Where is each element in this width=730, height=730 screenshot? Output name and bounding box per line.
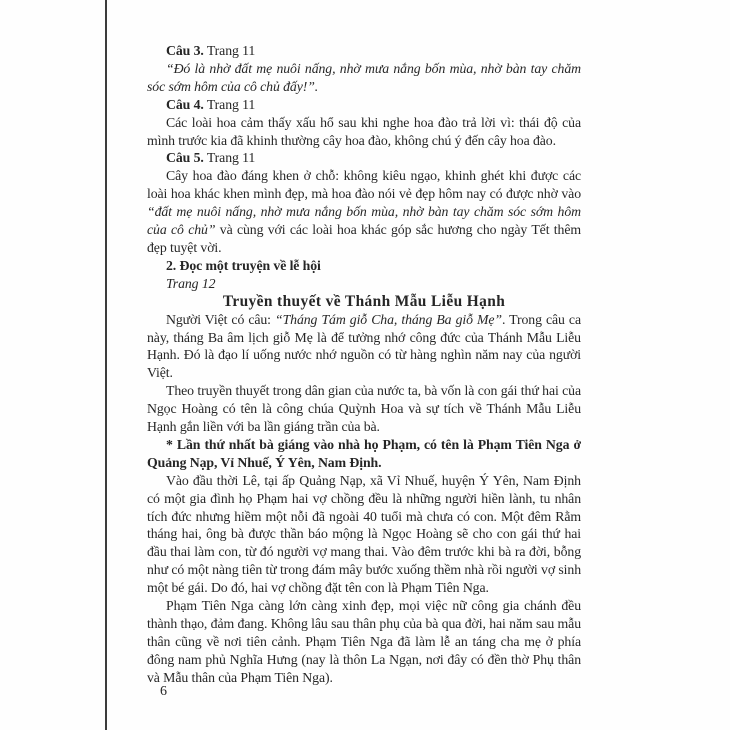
page-margin-line — [105, 0, 107, 730]
story-paragraph-5: Phạm Tiên Nga càng lớn càng xinh đẹp, mọi việc nữ công gia chánh đều thành thạo, đảm đang. Không lâu sau thân phụ của bà qua đời, hai năm sau mẫu thân cũng về nơi tiên cảnh. Phạm Tiên Nga đã làm lễ an táng cha mẹ ở phía đông nam phủ Nghĩa Hưng (nay là thôn La Ngạn, nơi đây có đền thờ Phụ thân và Mẫu thân của Phạm Tiên Nga). — [147, 598, 581, 685]
answer-5-paragraph — [147, 167, 581, 257]
answer-5-quote: “đất mẹ nuôi nấng, nhờ mưa nắng bốn mùa, nhờ bàn tay chăm sóc sớm hôm của cô chủ” — [147, 204, 581, 238]
page-number: 6 — [160, 684, 167, 699]
answer-5-text-post: và cùng với các loài hoa khác góp sắc hương cho ngày Tết thêm đẹp tuyệt vời. — [147, 222, 581, 255]
question-4-pageref: Trang 11 — [203, 96, 256, 112]
answer-4-paragraph: Các loài hoa cảm thấy xấu hổ sau khi nghe hoa đào trả lời vì: thái độ của mình trước kia đã khinh thường cây hoa đào, không chú ý đến cây hoa đào. — [147, 114, 581, 148]
story-paragraph-3-bold: * Lần thứ nhất bà giáng vào nhà họ Phạm, có tên là Phạm Tiên Nga ở Quảng Nạp, Vỉ Nhuế, Ý Yên, Nam Định. — [147, 436, 581, 470]
story-paragraph-4: Vào đầu thời Lê, tại ấp Quảng Nạp, xã Vỉ Nhuế, huyện Ý Yên, Nam Định có một gia đình họ Phạm hai vợ chồng đều là những người hiền lành, tu nhân tích đức nhưng hiềm một nỗi đã ngoài 40 tuổi mà chưa có con. Một đêm Rằm tháng hai, ông bà được thần báo mộng là Ngọc Hoàng sẽ cho con gái thứ hai đầu thai làm con, từ đó người vợ mang thai. Vào đêm trước khi bà ra đời, bỗng như có một nàng tiên từ trong đám mây bước xuống thềm nhà rồi người vợ sinh một bé gái. Do đó, hai vợ chồng đặt tên con là Phạm Tiên Nga. — [147, 472, 581, 596]
story-paragraph-2: Theo truyền thuyết trong dân gian của nước ta, bà vốn là con gái thứ hai của Ngọc Hoàng có tên là công chúa Quỳnh Hoa và sự tích về Thánh Mẫu Liễu Hạnh gắn liền với ba lần giáng trần của bà. — [147, 383, 581, 435]
section-2-pageref: Trang 12 — [166, 275, 216, 291]
page-content — [147, 42, 581, 687]
question-3-label: Câu 3. — [166, 43, 204, 58]
question-5-pageref: Trang 11 — [203, 150, 256, 166]
question-5-heading — [147, 149, 581, 167]
story-p1-pre: Người Việt có câu: — [166, 311, 276, 327]
question-3-pageref: Trang 11 — [203, 43, 256, 58]
story-title: Truyền thuyết về Thánh Mẫu Liễu Hạnh — [222, 292, 506, 310]
section-2-heading: 2. Đọc một truyện về lễ hội — [166, 257, 321, 273]
answer-3-quote: “Đó là nhờ đất mẹ nuôi nấng, nhờ mưa nắng bốn mùa, nhờ bàn tay chăm sóc sớm hôm của cô chủ đấy!”. — [147, 60, 581, 94]
question-3-heading — [147, 42, 581, 60]
answer-5-text-pre: Cây hoa đào đáng khen ở chỗ: không kiêu ngạo, khinh ghét khi được các loài hoa khác khen mình đẹp, mà hoa đào nói vẻ đẹp hôm nay có được nhờ vào — [147, 168, 581, 202]
story-p1-quote: “Tháng Tám giỗ Cha, tháng Ba giỗ Mẹ” — [275, 311, 502, 327]
question-4-label: Câu 4. — [166, 96, 204, 112]
question-5-label: Câu 5. — [166, 150, 204, 166]
story-p1-post: . Trong câu ca này, tháng Ba âm lịch giỗ Mẹ là để tưởng nhớ công đức của Thánh Mẫu Liễu Hạnh. Đó là đạo lí uống nước nhớ nguồn có từ hàng nghìn năm nay của người Việt. — [147, 311, 581, 381]
story-paragraph-1 — [147, 311, 581, 383]
question-4-heading — [147, 96, 581, 114]
